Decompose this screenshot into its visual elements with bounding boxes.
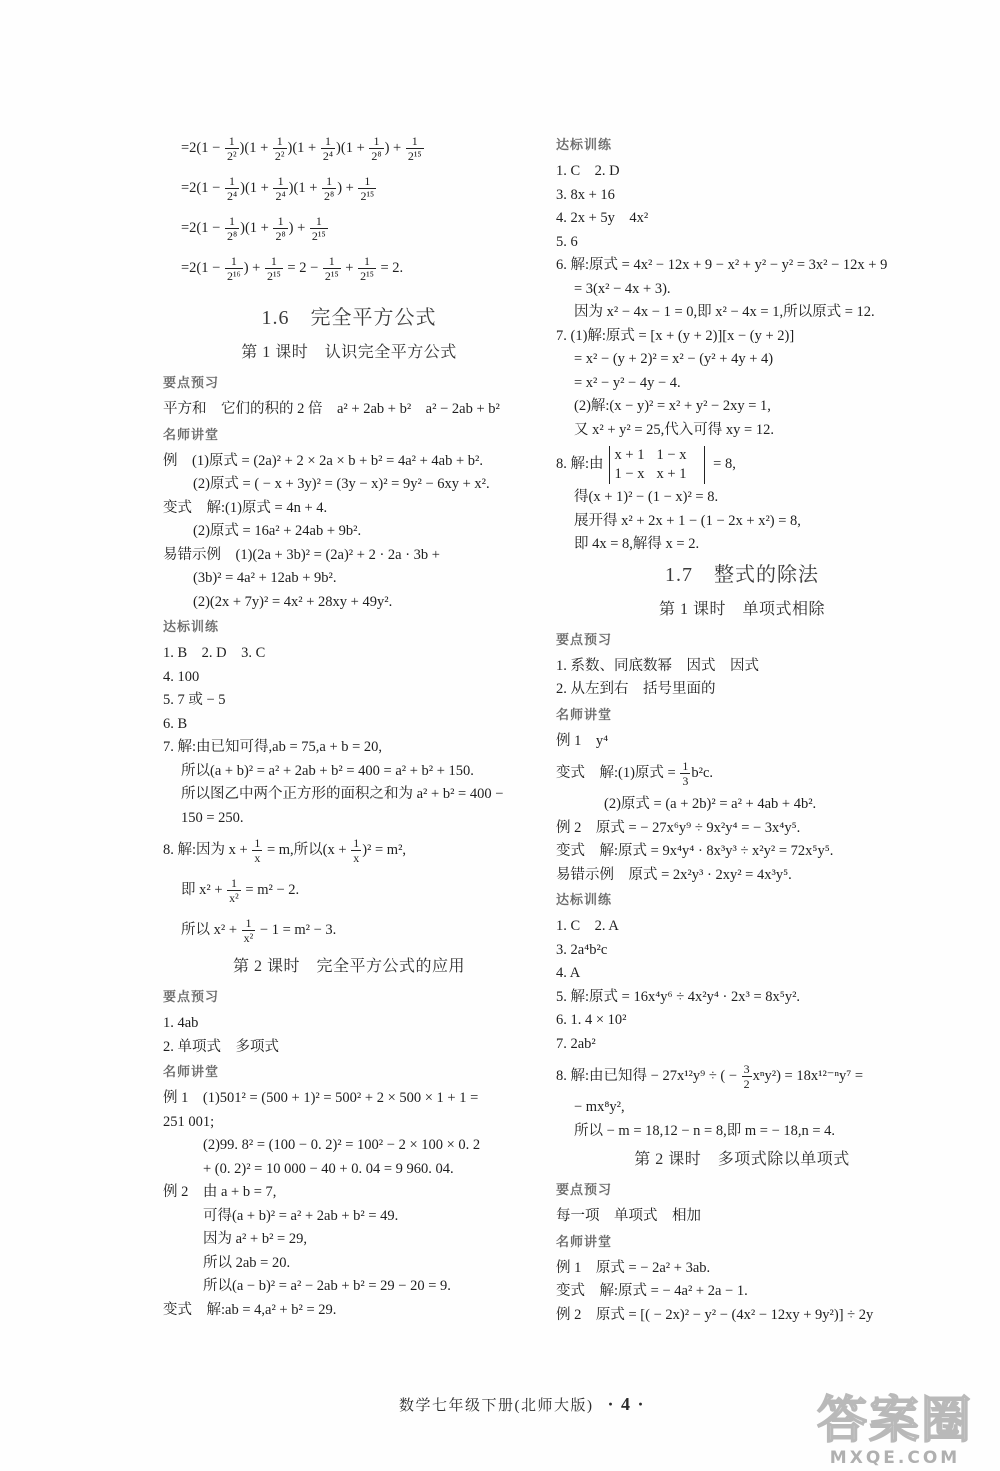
lecture-line <box>556 1257 928 1281</box>
text-run: b²c. <box>691 765 714 781</box>
fraction <box>265 254 283 283</box>
text-run: )(1 + <box>239 140 272 156</box>
text-run: − 1 = m² − 3. <box>256 922 337 938</box>
text-run: 平方和 它们的积的 2 倍 a² + 2ab + b² a² − 2ab + b² <box>163 401 500 417</box>
text-run: 4. 2x + 5y 4x² <box>556 210 649 226</box>
practice-line <box>556 1120 928 1144</box>
fraction-denominator: 2¹⁵ <box>311 229 326 244</box>
fraction-numerator: 1 <box>322 174 336 189</box>
fraction-numerator: 1 <box>310 214 328 229</box>
watermark-site: MXQE.COM <box>829 1448 961 1468</box>
fraction <box>358 174 376 203</box>
fraction-numerator: 1 <box>273 174 287 189</box>
preview-line <box>163 1036 535 1060</box>
text-run: 所以 x² + <box>181 922 241 938</box>
lecture-line <box>556 817 928 841</box>
lecture-line <box>163 591 535 615</box>
lecture-line <box>163 1111 535 1135</box>
text-run: = 2. <box>376 260 404 276</box>
text-run: 5. 解:原式 = 16x⁴y⁶ ÷ 4x²y⁴ · 2x³ = 8x⁵y². <box>556 988 801 1005</box>
left-column <box>163 128 535 1322</box>
text-run: 1. C 2. A <box>556 918 619 934</box>
lecture-label: 名师讲堂 <box>163 1065 220 1080</box>
fraction-numerator: 3 <box>743 1062 750 1077</box>
fraction-denominator: x <box>254 851 261 866</box>
fraction-numerator: 1 <box>369 134 383 149</box>
text-run: 易错示例 (1)(2a + 3b)² = (2a)² + 2 · 2a · 3b + <box>163 546 440 563</box>
fraction-denominator: 2¹⁵ <box>360 269 374 284</box>
practice-line <box>556 231 928 255</box>
fraction <box>225 174 239 203</box>
fraction-numerator: 1 <box>406 134 424 149</box>
text-run: 6. B <box>163 715 188 732</box>
fraction-numerator: 1 <box>321 134 335 149</box>
fraction-denominator: 2⁴ <box>275 189 286 204</box>
practice-line <box>556 533 928 557</box>
fraction-numerator: 1 <box>254 836 261 851</box>
text-run: 所以(a + b)² = a² + 2ab + b² = 400 = a² + b² + 150. <box>181 762 474 779</box>
practice-line <box>556 442 928 486</box>
lecture-line <box>163 1252 535 1276</box>
lecture-label: 名师讲堂 <box>556 1234 613 1250</box>
practice-label: 达标训练 <box>556 893 613 908</box>
fraction-numerator: 1 <box>225 254 243 269</box>
text-run: (2)原式 = 16a² + 24ab + 9b². <box>193 523 362 539</box>
text-run: − mx⁸y², <box>574 1099 625 1115</box>
fraction-denominator: 2¹⁵ <box>407 149 422 164</box>
practice-line <box>556 348 928 372</box>
derivation-line <box>163 208 535 248</box>
fraction <box>321 134 335 163</box>
fraction <box>252 836 262 865</box>
lecture-line <box>163 567 535 591</box>
text-run: )(1 + <box>240 180 273 196</box>
text-run: 例 (1)原式 = (2a)² + 2 × 2a × b + b² = 4a² + 4ab + b². <box>163 452 483 469</box>
text-run: 4. A <box>556 965 581 981</box>
text-run: 变式 解:(1)原式 = <box>556 765 680 781</box>
practice-line <box>556 325 928 349</box>
fraction-denominator: x² <box>229 891 239 906</box>
text-run: 2. 单项式 多项式 <box>163 1038 279 1055</box>
text-run: 1. 4ab <box>163 1015 199 1031</box>
lecture-line <box>556 1304 928 1328</box>
book-title: 数学七年级下册(北师大版) <box>399 1398 594 1414</box>
practice-line <box>556 395 928 419</box>
determinant-entry: 1 − x <box>656 446 687 463</box>
fraction-numerator: 1 <box>273 134 287 149</box>
fraction <box>273 214 287 243</box>
fraction-numerator: 1 <box>358 254 376 269</box>
lecture-line <box>556 840 928 864</box>
text-run: 即 x² + <box>181 882 227 898</box>
practice-line <box>556 986 928 1010</box>
fraction <box>358 254 376 283</box>
practice-line <box>556 486 928 510</box>
lecture-line <box>163 450 535 474</box>
fraction-denominator: 2⁸ <box>324 189 335 204</box>
text-run: 因为 x² − 4x − 1 = 0,即 x² − 4x = 1,所以原式 = 12. <box>574 304 875 320</box>
fraction <box>369 134 383 163</box>
lesson-title: 第 2 课时 多项式除以单项式 <box>634 1151 850 1168</box>
lecture-line <box>163 497 535 521</box>
fraction-denominator: 2¹⁵ <box>266 269 281 284</box>
lecture-line <box>163 544 535 568</box>
practice-line <box>556 160 928 184</box>
fraction-denominator: 2 <box>743 1077 750 1092</box>
fraction-numerator: 1 <box>323 254 341 269</box>
practice-line <box>556 184 928 208</box>
lecture-line <box>163 1275 535 1299</box>
determinant-row <box>615 446 699 465</box>
fraction-denominator: x² <box>243 931 254 946</box>
text-run: 7. 2ab² <box>556 1035 596 1052</box>
determinant-entry: x + 1 <box>614 446 645 463</box>
text-run: = 2 − <box>283 260 322 276</box>
lecture-line <box>556 753 928 793</box>
lecture-line <box>163 1205 535 1229</box>
fraction-numerator: 1 <box>265 254 283 269</box>
section-title: 1.6 完全平方公式 <box>261 307 437 329</box>
text-run: 例 2 由 a + b = 7, <box>163 1184 277 1200</box>
derivation-line <box>163 128 535 168</box>
text-run: 因为 a² + b² = 29, <box>203 1231 307 1247</box>
lecture-line <box>163 1299 535 1323</box>
text-run: 3. 2a⁴b²c <box>556 941 608 958</box>
text-run: 所以 2ab = 20. <box>203 1254 291 1271</box>
practice-line <box>163 783 535 807</box>
fraction <box>406 134 424 163</box>
text-run: )² = m², <box>362 842 407 858</box>
fraction <box>742 1062 752 1091</box>
practice-line <box>163 807 535 831</box>
lecture-line <box>163 473 535 497</box>
text-run: 例 2 原式 = [( − 2x)² − y² − (4x² − 12xy + 9y²)] ÷ 2y <box>556 1306 874 1323</box>
page-number: · 4 · <box>607 1394 646 1414</box>
right-column <box>556 132 928 1327</box>
practice-line <box>556 207 928 231</box>
fraction <box>225 254 243 283</box>
text-run: 每一项 单项式 相加 <box>556 1208 701 1224</box>
text-run: + <box>341 260 358 276</box>
text-run: 易错示例 原式 = 2x²y³ · 2xy² = 4x³y⁵. <box>556 866 792 883</box>
text-run: ) + <box>384 140 405 156</box>
text-run: 2. 从左到右 括号里面的 <box>556 681 716 697</box>
text-run: 5. 6 <box>556 233 578 250</box>
text-run: 例 2 原式 = − 27x⁶y⁹ ÷ 9x²y⁴ = − 3x⁴y⁵. <box>556 819 801 836</box>
fraction <box>273 134 287 163</box>
practice-label: 达标训练 <box>163 620 220 635</box>
text-run: 变式 解:ab = 4,a² + b² = 29. <box>163 1301 337 1318</box>
preview-line <box>163 398 535 422</box>
lecture-line <box>163 1181 535 1205</box>
fraction-numerator: 1 <box>682 759 689 774</box>
practice-line <box>163 870 535 910</box>
text-run: )(1 + <box>288 180 321 196</box>
practice-line <box>556 1009 928 1033</box>
preview-line <box>163 1012 535 1036</box>
text-run: 4. 100 <box>163 668 200 685</box>
practice-line <box>556 1056 928 1096</box>
text-run: (2)原式 = (a + 2b)² = a² + 4ab + 4b². <box>604 796 817 812</box>
text-run: (2)(2x + 7y)² = 4x² + 28xy + 49y². <box>193 593 393 610</box>
fraction-numerator: 1 <box>242 916 256 931</box>
fraction-numerator: 1 <box>273 214 287 229</box>
text-run: 即 4x = 8,解得 x = 2. <box>574 536 700 552</box>
text-run: 7. (1)解:原式 = [x + (y + 2)][x − (y + 2)] <box>556 327 795 344</box>
fraction-numerator: 1 <box>227 876 241 891</box>
text-run: =2(1 − <box>181 140 224 156</box>
text-run: 展开得 x² + 2x + 1 − (1 − 2x + x²) = 8, <box>574 512 801 529</box>
fraction <box>680 759 690 788</box>
text-run: ) + <box>288 220 309 236</box>
preview-label: 要点预习 <box>163 990 220 1005</box>
text-run: 7. 解:由已知可得,ab = 75,a + b = 20, <box>163 739 383 755</box>
text-run: (2)99. 8² = (100 − 0. 2)² = 100² − 2 × 100 × 0. 2 <box>203 1137 481 1153</box>
preview-label: 要点预习 <box>163 376 220 391</box>
practice-line <box>163 830 535 870</box>
fraction-numerator: 1 <box>358 174 376 189</box>
fraction-denominator: 2¹⁵ <box>360 189 375 204</box>
text-run: 251 001; <box>163 1113 215 1130</box>
fraction <box>351 836 361 865</box>
text-run: (2)解:(x − y)² = x² + y² − 2xy = 1, <box>574 398 771 414</box>
fraction-denominator: 2⁸ <box>275 229 286 244</box>
page-footer <box>378 1362 646 1414</box>
lesson-title: 第 2 课时 完全平方公式的应用 <box>232 958 465 975</box>
section-title: 1.7 整式的除法 <box>665 563 819 586</box>
text-run: (3b)² = 4a² + 12ab + 9b². <box>193 570 337 586</box>
lecture-line <box>556 730 928 754</box>
watermark-logo: 答案圈 <box>817 1391 973 1449</box>
fraction-denominator: 2¹⁶ <box>226 269 241 284</box>
preview-line <box>556 655 928 679</box>
text-run: 3. 8x + 16 <box>556 186 615 203</box>
text-run: 8. 解:由已知得 − 27x¹²y⁹ ÷ ( − <box>556 1068 741 1084</box>
watermark <box>800 1392 990 1468</box>
text-run: 得(x + 1)² − (1 − x)² = 8. <box>574 489 719 505</box>
fraction <box>242 916 256 945</box>
fraction-denominator: 2⁸ <box>371 149 382 164</box>
fraction-numerator: 1 <box>225 134 239 149</box>
determinant-entry: 1 − x <box>614 465 645 482</box>
fraction-denominator: 2² <box>274 149 285 164</box>
text-run: = 3(x² − 4x + 3). <box>574 280 671 297</box>
text-run: )(1 + <box>336 140 369 156</box>
text-run: 1. B 2. D 3. C <box>163 645 266 661</box>
text-run: = m² − 2. <box>241 882 300 898</box>
lecture-label: 名师讲堂 <box>556 707 613 723</box>
text-run: 150 = 250. <box>181 809 244 826</box>
determinant-entry: x + 1 <box>656 465 687 482</box>
text-run: 6. 解:原式 = 4x² − 12x + 9 − x² + y² − y² = 3x² − 12x + 9 <box>556 257 888 273</box>
practice-line <box>163 736 535 760</box>
text-run: 8. 解:由 <box>556 456 604 472</box>
text-run: =2(1 − <box>181 260 224 276</box>
fraction-denominator: x <box>353 851 360 866</box>
fraction-denominator: 2¹⁵ <box>324 269 339 284</box>
fraction <box>273 174 287 203</box>
fraction <box>323 254 341 283</box>
text-run: 例 1 y⁴ <box>556 732 609 749</box>
practice-line <box>163 689 535 713</box>
fraction-denominator: 3 <box>682 774 689 789</box>
preview-label: 要点预习 <box>556 1183 613 1198</box>
text-run: 1. C 2. D <box>556 163 620 179</box>
practice-line <box>556 915 928 939</box>
text-run: 5. 7 或 − 5 <box>163 692 226 708</box>
text-run: + (0. 2)² = 10 000 − 40 + 0. 04 = 9 960. 04. <box>203 1160 454 1177</box>
practice-line <box>163 910 535 950</box>
text-run: 所以图乙中两个正方形的面积之和为 a² + b² = 400 − <box>181 786 504 802</box>
lecture-line <box>556 793 928 817</box>
text-run: = x² − (y + 2)² = x² − (y² + 4y + 4) <box>574 351 774 367</box>
text-run: =2(1 − <box>181 220 224 236</box>
practice-line <box>556 301 928 325</box>
fraction-denominator: 2² <box>226 149 237 164</box>
text-run: 可得(a + b)² = a² + 2ab + b² = 49. <box>203 1207 399 1224</box>
text-run: = 8, <box>709 456 736 472</box>
practice-line <box>556 254 928 278</box>
fraction-numerator: 1 <box>225 174 239 189</box>
text-run: 变式 解:原式 = − 4a² + 2a − 1. <box>556 1283 748 1299</box>
practice-line <box>163 666 535 690</box>
preview-line <box>556 1205 928 1229</box>
fraction-denominator: 2⁸ <box>226 229 238 244</box>
derivation-line <box>163 248 535 288</box>
text-run: 6. 1. 4 × 10² <box>556 1012 627 1028</box>
text-run: = m,所以(x + <box>263 842 351 858</box>
practice-line <box>556 1096 928 1120</box>
text-run: 所以(a − b)² = a² − 2ab + b² = 29 − 20 = 9. <box>203 1278 451 1294</box>
text-run: = x² − y² − 4y − 4. <box>574 374 681 391</box>
fraction-denominator: 2⁴ <box>322 149 334 164</box>
fraction <box>322 174 336 203</box>
lesson-title: 第 1 课时 认识完全平方公式 <box>241 344 457 361</box>
text-run: 例 1 原式 = − 2a² + 3ab. <box>556 1259 711 1276</box>
text-run: ) + <box>243 260 264 276</box>
determinant-row <box>615 465 699 484</box>
practice-line <box>556 939 928 963</box>
fraction <box>310 214 328 243</box>
fraction <box>225 134 239 163</box>
lecture-label: 名师讲堂 <box>163 427 220 443</box>
practice-line <box>163 713 535 737</box>
fraction-numerator: 1 <box>225 214 239 229</box>
determinant <box>609 446 705 484</box>
lecture-line <box>556 1280 928 1304</box>
text-run: 变式 解:原式 = 9x⁴y⁴ · 8x³y³ ÷ x²y² = 72x⁵y⁵. <box>556 843 834 859</box>
text-run: 1. 系数、同底数幂 因式 因式 <box>556 657 759 674</box>
text-run: ) + <box>337 180 358 196</box>
practice-line <box>556 419 928 443</box>
preview-line <box>556 678 928 702</box>
practice-line <box>556 278 928 302</box>
lecture-line <box>163 1228 535 1252</box>
text-run: 所以 − m = 18,12 − n = 8,即 m = − 18,n = 4. <box>574 1122 836 1139</box>
fraction-denominator: 2⁴ <box>226 189 238 204</box>
practice-line <box>556 372 928 396</box>
lecture-line <box>163 1087 535 1111</box>
text-run: )(1 + <box>287 140 320 156</box>
derivation-line <box>163 168 535 208</box>
lesson-title: 第 1 课时 单项式相除 <box>658 600 825 618</box>
fraction <box>225 214 239 243</box>
preview-label: 要点预习 <box>556 632 613 648</box>
text-run: xⁿy²) = 18x¹²⁻ⁿy⁷ = <box>752 1068 864 1084</box>
practice-line <box>163 642 535 666</box>
text-run: 变式 解:(1)原式 = 4n + 4. <box>163 499 328 516</box>
fraction <box>227 876 241 905</box>
practice-label: 达标训练 <box>556 138 613 153</box>
lecture-line <box>163 520 535 544</box>
text-run: =2(1 − <box>181 180 224 196</box>
practice-line <box>556 1033 928 1057</box>
practice-line <box>163 760 535 784</box>
lecture-line <box>163 1158 535 1182</box>
practice-line <box>556 510 928 534</box>
lecture-line <box>163 1134 535 1158</box>
text-run: )(1 + <box>240 220 273 236</box>
practice-line <box>556 962 928 986</box>
text-run: 例 1 (1)501² = (500 + 1)² = 500² + 2 × 500 × 1 + 1 = <box>163 1090 479 1106</box>
text-run: 又 x² + y² = 25,代入可得 xy = 12. <box>574 421 774 438</box>
text-run: (2)原式 = ( − x + 3y)² = (3y − x)² = 9y² − 6xy + x². <box>193 476 490 492</box>
lecture-line <box>556 864 928 888</box>
fraction-numerator: 1 <box>353 836 360 851</box>
text-run: 8. 解:因为 x + <box>163 842 252 858</box>
